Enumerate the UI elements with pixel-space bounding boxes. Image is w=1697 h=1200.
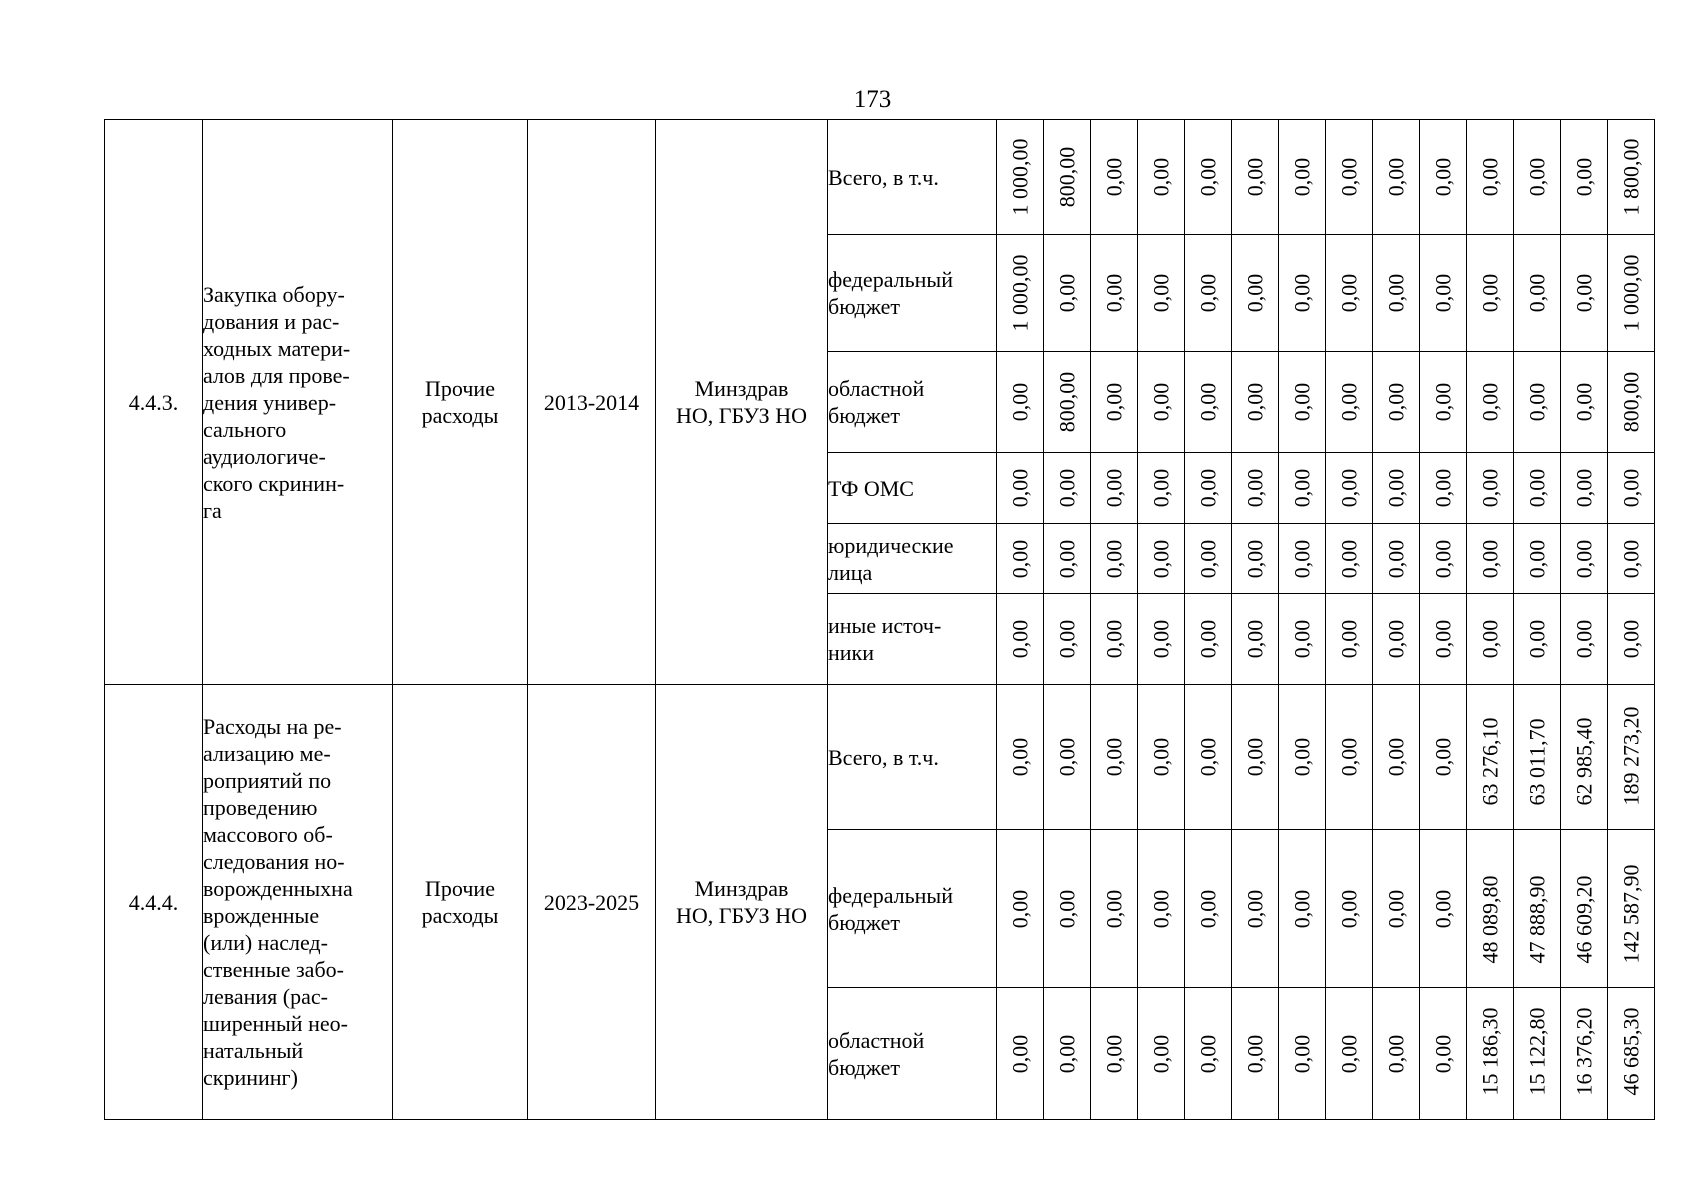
value-cell bbox=[1138, 352, 1185, 453]
table-row bbox=[105, 120, 1655, 235]
value-text: 48 089,80 bbox=[1477, 875, 1503, 964]
value-cell bbox=[1185, 524, 1232, 594]
value-text: 0,00 bbox=[1289, 1034, 1315, 1073]
value-text: 0,00 bbox=[1195, 157, 1221, 197]
value-cell bbox=[997, 235, 1044, 352]
value-cell bbox=[1373, 988, 1420, 1120]
value-cell bbox=[1467, 988, 1514, 1120]
value-cell bbox=[1044, 352, 1091, 453]
value-cell bbox=[1373, 120, 1420, 235]
value-text: 63 011,70 bbox=[1524, 718, 1550, 806]
value-text: 800,00 bbox=[1618, 371, 1644, 433]
value-cell bbox=[1467, 594, 1514, 685]
value-cell bbox=[1608, 594, 1655, 685]
value-text: 0,00 bbox=[1571, 468, 1597, 508]
value-cell bbox=[1138, 120, 1185, 235]
value-cell bbox=[1561, 988, 1608, 1120]
value-cell bbox=[1279, 352, 1326, 453]
value-cell bbox=[1044, 685, 1091, 830]
funding-source: ТФ ОМС bbox=[828, 453, 997, 524]
value-text: 46 685,30 bbox=[1618, 1007, 1644, 1096]
value-cell bbox=[1514, 120, 1561, 235]
value-cell bbox=[1326, 594, 1373, 685]
value-text: 189 273,20 bbox=[1618, 706, 1644, 806]
value-text: 0,00 bbox=[1195, 273, 1221, 313]
value-cell bbox=[1373, 453, 1420, 524]
value-cell bbox=[1091, 235, 1138, 352]
value-text: 0,00 bbox=[1007, 619, 1033, 659]
value-text: 0,00 bbox=[1195, 1034, 1221, 1073]
value-text: 0,00 bbox=[1148, 539, 1174, 578]
value-text: 0,00 bbox=[1101, 1034, 1127, 1073]
value-text: 1 000,00 bbox=[1618, 254, 1644, 332]
value-cell bbox=[1138, 235, 1185, 352]
value-text: 0,00 bbox=[1242, 273, 1268, 313]
value-text: 0,00 bbox=[1430, 539, 1456, 578]
value-cell bbox=[1561, 524, 1608, 594]
value-text: 0,00 bbox=[1383, 273, 1409, 313]
value-text: 0,00 bbox=[1007, 539, 1033, 578]
value-text: 0,00 bbox=[1148, 273, 1174, 313]
value-cell bbox=[1326, 830, 1373, 988]
funding-source: иные источ- ники bbox=[828, 594, 997, 685]
value-text: 0,00 bbox=[1618, 539, 1644, 578]
value-text: 0,00 bbox=[1289, 539, 1315, 578]
value-text: 0,00 bbox=[1383, 889, 1409, 928]
value-text: 0,00 bbox=[1054, 737, 1080, 777]
value-cell bbox=[1467, 685, 1514, 830]
value-text: 0,00 bbox=[1430, 273, 1456, 313]
value-text: 0,00 bbox=[1618, 619, 1644, 659]
value-cell bbox=[1420, 830, 1467, 988]
value-text: 0,00 bbox=[1242, 468, 1268, 508]
value-cell bbox=[1561, 594, 1608, 685]
value-cell bbox=[1091, 524, 1138, 594]
expense-type: Прочие расходы bbox=[393, 685, 528, 1120]
value-cell bbox=[1326, 352, 1373, 453]
value-cell bbox=[1467, 352, 1514, 453]
value-cell bbox=[1420, 988, 1467, 1120]
funding-source: Всего, в т.ч. bbox=[828, 120, 997, 235]
value-text: 0,00 bbox=[1289, 889, 1315, 928]
value-text: 0,00 bbox=[1101, 737, 1127, 777]
value-text: 0,00 bbox=[1571, 382, 1597, 422]
value-text: 0,00 bbox=[1101, 273, 1127, 313]
value-text: 0,00 bbox=[1148, 737, 1174, 777]
value-cell bbox=[1044, 120, 1091, 235]
value-text: 0,00 bbox=[1524, 619, 1550, 659]
value-cell bbox=[1185, 453, 1232, 524]
value-cell bbox=[1279, 235, 1326, 352]
value-text: 0,00 bbox=[1336, 539, 1362, 578]
budget-table bbox=[104, 119, 1655, 1120]
value-cell bbox=[1608, 685, 1655, 830]
value-text: 0,00 bbox=[1242, 1034, 1268, 1073]
value-cell bbox=[1373, 685, 1420, 830]
value-cell bbox=[1608, 830, 1655, 988]
value-text: 0,00 bbox=[1242, 157, 1268, 197]
value-cell bbox=[1138, 524, 1185, 594]
value-text: 0,00 bbox=[1571, 619, 1597, 659]
value-text: 0,00 bbox=[1007, 1034, 1033, 1073]
value-text: 0,00 bbox=[1054, 539, 1080, 578]
value-cell bbox=[1232, 235, 1279, 352]
value-cell bbox=[1420, 594, 1467, 685]
value-cell bbox=[1138, 594, 1185, 685]
period: 2023-2025 bbox=[528, 685, 656, 1120]
value-text: 0,00 bbox=[1383, 382, 1409, 422]
value-text: 0,00 bbox=[1336, 273, 1362, 313]
value-cell bbox=[1373, 524, 1420, 594]
value-cell bbox=[1279, 524, 1326, 594]
value-text: 0,00 bbox=[1101, 382, 1127, 422]
value-text: 0,00 bbox=[1430, 1034, 1456, 1073]
value-cell bbox=[1608, 352, 1655, 453]
value-text: 0,00 bbox=[1101, 468, 1127, 508]
value-text: 0,00 bbox=[1289, 468, 1315, 508]
funding-source: федеральный бюджет bbox=[828, 235, 997, 352]
value-text: 0,00 bbox=[1430, 468, 1456, 508]
value-cell bbox=[1608, 988, 1655, 1120]
value-cell bbox=[1185, 594, 1232, 685]
value-text: 0,00 bbox=[1289, 737, 1315, 777]
value-cell bbox=[1420, 235, 1467, 352]
item-name: Расходы на ре- ализацию ме- роприятий по проведению массового об- следования но- ворожденныхна врожденные (или) наслед- ственные забо- левания (рас- ширенный нео- натальный скрининг) bbox=[203, 685, 393, 1120]
value-cell bbox=[1420, 120, 1467, 235]
value-cell bbox=[1138, 453, 1185, 524]
value-text: 0,00 bbox=[1477, 619, 1503, 659]
value-cell bbox=[1044, 453, 1091, 524]
value-cell bbox=[1420, 524, 1467, 594]
value-cell bbox=[1608, 120, 1655, 235]
funding-source: областной бюджет bbox=[828, 352, 997, 453]
value-cell bbox=[1232, 685, 1279, 830]
value-text: 0,00 bbox=[1336, 157, 1362, 197]
value-text: 46 609,20 bbox=[1571, 875, 1597, 964]
value-text: 0,00 bbox=[1101, 157, 1127, 197]
value-cell bbox=[997, 120, 1044, 235]
value-cell bbox=[1561, 120, 1608, 235]
value-cell bbox=[1467, 453, 1514, 524]
table-row bbox=[105, 685, 1655, 830]
value-cell bbox=[1185, 685, 1232, 830]
value-cell bbox=[1044, 524, 1091, 594]
value-text: 0,00 bbox=[1336, 1034, 1362, 1073]
value-text: 0,00 bbox=[1101, 619, 1127, 659]
value-cell bbox=[1373, 235, 1420, 352]
value-cell bbox=[997, 988, 1044, 1120]
value-text: 0,00 bbox=[1477, 468, 1503, 508]
value-cell bbox=[997, 594, 1044, 685]
item-number: 4.4.3. bbox=[105, 120, 203, 685]
value-text: 0,00 bbox=[1477, 273, 1503, 313]
value-cell bbox=[1185, 352, 1232, 453]
value-text: 0,00 bbox=[1101, 889, 1127, 928]
value-cell bbox=[1232, 120, 1279, 235]
value-text: 0,00 bbox=[1242, 889, 1268, 928]
value-cell bbox=[1091, 352, 1138, 453]
value-text: 0,00 bbox=[1430, 157, 1456, 197]
value-text: 0,00 bbox=[1383, 619, 1409, 659]
value-text: 0,00 bbox=[1477, 382, 1503, 422]
value-cell bbox=[1232, 830, 1279, 988]
value-text: 0,00 bbox=[1148, 619, 1174, 659]
value-cell bbox=[1185, 235, 1232, 352]
value-text: 0,00 bbox=[1195, 619, 1221, 659]
value-text: 0,00 bbox=[1383, 1034, 1409, 1073]
value-text: 0,00 bbox=[1242, 619, 1268, 659]
value-text: 0,00 bbox=[1195, 382, 1221, 422]
value-cell bbox=[1373, 830, 1420, 988]
value-cell bbox=[1467, 235, 1514, 352]
value-cell bbox=[1279, 120, 1326, 235]
value-text: 0,00 bbox=[1054, 1034, 1080, 1073]
funding-source: Всего, в т.ч. bbox=[828, 685, 997, 830]
value-cell bbox=[1138, 830, 1185, 988]
value-text: 142 587,90 bbox=[1618, 864, 1644, 964]
value-text: 0,00 bbox=[1524, 468, 1550, 508]
value-cell bbox=[1279, 594, 1326, 685]
value-text: 0,00 bbox=[1007, 889, 1033, 928]
value-text: 0,00 bbox=[1383, 539, 1409, 578]
value-cell bbox=[1467, 524, 1514, 594]
value-cell bbox=[997, 524, 1044, 594]
value-cell bbox=[1373, 352, 1420, 453]
value-text: 0,00 bbox=[1007, 468, 1033, 508]
value-cell bbox=[1561, 352, 1608, 453]
value-cell bbox=[1326, 685, 1373, 830]
value-text: 0,00 bbox=[1477, 539, 1503, 578]
value-text: 0,00 bbox=[1571, 157, 1597, 197]
value-text: 0,00 bbox=[1524, 157, 1550, 197]
value-text: 0,00 bbox=[1101, 539, 1127, 578]
value-cell bbox=[1232, 453, 1279, 524]
value-text: 0,00 bbox=[1430, 619, 1456, 659]
value-text: 1 000,00 bbox=[1007, 138, 1033, 216]
value-cell bbox=[1514, 235, 1561, 352]
value-cell bbox=[1138, 685, 1185, 830]
value-text: 0,00 bbox=[1571, 539, 1597, 578]
value-text: 63 276,10 bbox=[1477, 717, 1503, 806]
value-cell bbox=[1608, 453, 1655, 524]
executor: Минздрав НО, ГБУЗ НО bbox=[656, 120, 828, 685]
value-text: 0,00 bbox=[1477, 157, 1503, 197]
value-text: 0,00 bbox=[1148, 157, 1174, 197]
value-text: 1 000,00 bbox=[1007, 254, 1033, 332]
value-cell bbox=[1608, 524, 1655, 594]
value-cell bbox=[1138, 988, 1185, 1120]
value-cell bbox=[1514, 352, 1561, 453]
value-cell bbox=[1561, 830, 1608, 988]
value-cell bbox=[1044, 594, 1091, 685]
value-cell bbox=[1279, 830, 1326, 988]
value-cell bbox=[1467, 120, 1514, 235]
value-text: 0,00 bbox=[1383, 157, 1409, 197]
value-text: 0,00 bbox=[1383, 737, 1409, 777]
value-text: 15 186,30 bbox=[1477, 1007, 1503, 1096]
value-cell bbox=[997, 352, 1044, 453]
funding-source: областной бюджет bbox=[828, 988, 997, 1120]
period: 2013-2014 bbox=[528, 120, 656, 685]
value-text: 0,00 bbox=[1242, 737, 1268, 777]
value-text: 0,00 bbox=[1148, 382, 1174, 422]
value-cell bbox=[1326, 120, 1373, 235]
value-text: 0,00 bbox=[1524, 273, 1550, 313]
value-cell bbox=[1561, 685, 1608, 830]
item-name: Закупка обору- дования и рас- ходных матери- алов для прове- дения универ- сального аудиологиче- ского скринин- га bbox=[203, 120, 393, 685]
value-cell bbox=[1232, 352, 1279, 453]
value-text: 0,00 bbox=[1524, 539, 1550, 578]
value-text: 0,00 bbox=[1430, 889, 1456, 928]
value-cell bbox=[1044, 235, 1091, 352]
value-text: 62 985,40 bbox=[1571, 717, 1597, 806]
value-text: 1 800,00 bbox=[1618, 138, 1644, 216]
value-cell bbox=[1279, 988, 1326, 1120]
value-cell bbox=[1420, 352, 1467, 453]
executor: Минздрав НО, ГБУЗ НО bbox=[656, 685, 828, 1120]
value-cell bbox=[1326, 988, 1373, 1120]
value-text: 0,00 bbox=[1618, 468, 1644, 508]
value-text: 0,00 bbox=[1289, 273, 1315, 313]
value-cell bbox=[1608, 235, 1655, 352]
value-text: 0,00 bbox=[1289, 157, 1315, 197]
value-cell bbox=[997, 830, 1044, 988]
value-text: 0,00 bbox=[1148, 1034, 1174, 1073]
value-cell bbox=[1091, 120, 1138, 235]
value-text: 0,00 bbox=[1524, 382, 1550, 422]
value-cell bbox=[1373, 594, 1420, 685]
value-cell bbox=[997, 453, 1044, 524]
funding-source: юридические лица bbox=[828, 524, 997, 594]
item-number: 4.4.4. bbox=[105, 685, 203, 1120]
value-cell bbox=[1467, 830, 1514, 988]
value-cell bbox=[1232, 988, 1279, 1120]
value-cell bbox=[1232, 524, 1279, 594]
value-cell bbox=[1514, 685, 1561, 830]
value-text: 0,00 bbox=[1007, 382, 1033, 422]
value-text: 0,00 bbox=[1054, 468, 1080, 508]
value-text: 15 122,80 bbox=[1524, 1007, 1550, 1096]
value-text: 800,00 bbox=[1054, 371, 1080, 433]
value-cell bbox=[997, 685, 1044, 830]
value-text: 47 888,90 bbox=[1524, 875, 1550, 964]
value-text: 0,00 bbox=[1195, 889, 1221, 928]
value-cell bbox=[1326, 453, 1373, 524]
value-text: 0,00 bbox=[1148, 468, 1174, 508]
value-text: 0,00 bbox=[1054, 889, 1080, 928]
value-cell bbox=[1514, 830, 1561, 988]
value-cell bbox=[1044, 988, 1091, 1120]
value-cell bbox=[1232, 594, 1279, 685]
value-text: 0,00 bbox=[1242, 539, 1268, 578]
value-cell bbox=[1561, 453, 1608, 524]
value-text: 0,00 bbox=[1289, 619, 1315, 659]
value-text: 0,00 bbox=[1430, 737, 1456, 777]
value-cell bbox=[1279, 453, 1326, 524]
value-text: 0,00 bbox=[1054, 619, 1080, 659]
value-text: 0,00 bbox=[1383, 468, 1409, 508]
value-cell bbox=[1091, 685, 1138, 830]
value-cell bbox=[1514, 594, 1561, 685]
value-cell bbox=[1044, 830, 1091, 988]
funding-source: федеральный бюджет bbox=[828, 830, 997, 988]
value-text: 0,00 bbox=[1336, 382, 1362, 422]
value-cell bbox=[1326, 235, 1373, 352]
value-text: 0,00 bbox=[1148, 889, 1174, 928]
value-cell bbox=[1091, 453, 1138, 524]
value-cell bbox=[1514, 988, 1561, 1120]
value-cell bbox=[1420, 453, 1467, 524]
value-cell bbox=[1514, 524, 1561, 594]
value-cell bbox=[1185, 830, 1232, 988]
value-text: 0,00 bbox=[1336, 889, 1362, 928]
value-cell bbox=[1185, 120, 1232, 235]
value-text: 0,00 bbox=[1054, 273, 1080, 313]
value-text: 0,00 bbox=[1336, 468, 1362, 508]
value-text: 0,00 bbox=[1007, 737, 1033, 777]
value-cell bbox=[1279, 685, 1326, 830]
value-cell bbox=[1091, 594, 1138, 685]
value-cell bbox=[1091, 830, 1138, 988]
value-cell bbox=[1514, 453, 1561, 524]
value-text: 0,00 bbox=[1289, 382, 1315, 422]
value-cell bbox=[1420, 685, 1467, 830]
value-cell bbox=[1185, 988, 1232, 1120]
page-number: 173 bbox=[853, 86, 892, 113]
value-text: 0,00 bbox=[1242, 382, 1268, 422]
value-cell bbox=[1561, 235, 1608, 352]
value-cell bbox=[1326, 524, 1373, 594]
value-text: 0,00 bbox=[1430, 382, 1456, 422]
value-cell bbox=[1091, 988, 1138, 1120]
value-text: 800,00 bbox=[1054, 146, 1080, 208]
value-text: 0,00 bbox=[1336, 619, 1362, 659]
expense-type: Прочие расходы bbox=[393, 120, 528, 685]
value-text: 0,00 bbox=[1195, 468, 1221, 508]
value-text: 0,00 bbox=[1336, 737, 1362, 777]
value-text: 0,00 bbox=[1195, 539, 1221, 578]
value-text: 0,00 bbox=[1571, 273, 1597, 313]
value-text: 0,00 bbox=[1195, 737, 1221, 777]
value-text: 16 376,20 bbox=[1571, 1007, 1597, 1096]
